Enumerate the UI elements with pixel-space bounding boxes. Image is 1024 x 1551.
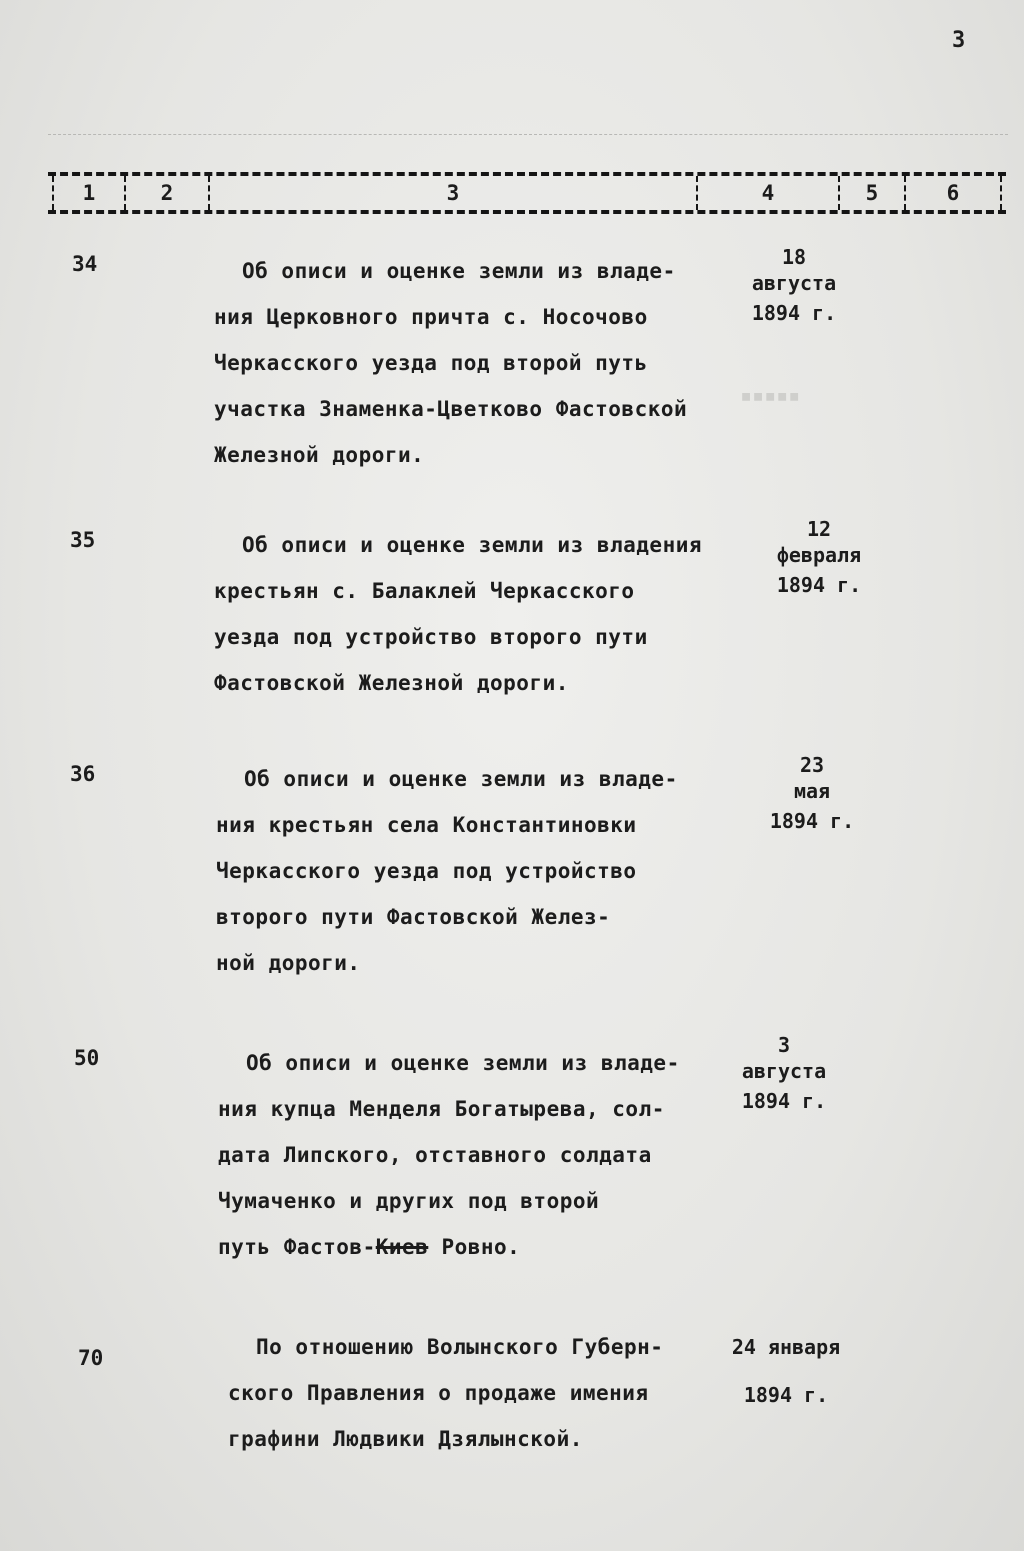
line-part: Ровно.	[428, 1235, 521, 1259]
date-day: 18	[781, 245, 807, 269]
date-month: февраля	[776, 543, 862, 567]
column-header-4: 4	[696, 176, 838, 210]
page-number: 3	[952, 28, 966, 53]
entry-line: ния купца Менделя Богатырева, сол-	[218, 1097, 665, 1121]
entry-line: Об описи и оценке земли из владения	[242, 533, 703, 557]
entry-description	[214, 248, 687, 478]
faint-rule	[48, 134, 1008, 135]
column-header-6: 6	[904, 176, 1002, 210]
entry-number: 36	[70, 762, 96, 786]
date-year: 1894 г.	[743, 1383, 829, 1407]
entry-line: ния крестьян села Константиновки	[216, 813, 637, 837]
entry-line	[218, 1224, 680, 1270]
struck-word: Киев	[375, 1235, 429, 1259]
date-day: 3	[777, 1033, 791, 1057]
entry-line: дата Липского, отставного солдата	[218, 1143, 652, 1167]
entry-line: участка Знаменка-Цветково Фастовской	[214, 397, 688, 421]
entry-line: Чумаченко и других под второй	[218, 1189, 600, 1213]
bleed-through: ▪▪▪▪▪	[740, 383, 801, 407]
date-year: 1894 г.	[769, 809, 855, 833]
date-month: августа	[751, 271, 837, 295]
date-year: 1894 г.	[776, 573, 862, 597]
entry-date	[714, 1032, 854, 1114]
date-month: мая	[793, 779, 831, 803]
entry-description	[228, 1324, 663, 1462]
entry-line: Фастовской Железной дороги.	[214, 671, 569, 695]
column-header-row	[48, 172, 1006, 214]
entry-line: Черкасского уезда под второй путь	[214, 351, 648, 375]
date-month: августа	[741, 1059, 827, 1083]
date-day: 23	[799, 753, 825, 777]
line-part: путь Фастов-	[218, 1235, 376, 1259]
entry-number: 50	[74, 1046, 100, 1070]
entry-description	[214, 522, 702, 706]
entry-line: Черкасского уезда под устройство	[216, 859, 637, 883]
entry-line: уезда под устройство второго пути	[214, 625, 648, 649]
entry-line: Об описи и оценке земли из владе-	[244, 767, 678, 791]
entry-date	[724, 244, 864, 326]
entry-date	[754, 516, 884, 598]
column-header-3: 3	[208, 176, 696, 210]
entry-line: графини Людвики Дзялынской.	[228, 1427, 583, 1451]
entry-line: Железной дороги.	[214, 443, 425, 467]
entry-number: 35	[70, 528, 96, 552]
column-header-5: 5	[838, 176, 904, 210]
column-header-1: 1	[52, 176, 124, 210]
entry-line: крестьян с. Балаклей Черкасского	[214, 579, 635, 603]
entry-line: ского Правления о продаже имения	[228, 1381, 649, 1405]
entry-line: второго пути Фастовской Желез-	[216, 905, 611, 929]
entry-number: 70	[78, 1346, 104, 1370]
date-year: 1894 г.	[751, 301, 837, 325]
date-day: 12	[806, 517, 832, 541]
entry-description	[216, 756, 678, 986]
entry-line: ной дороги.	[216, 951, 361, 975]
entry-date	[742, 752, 882, 834]
entry-description	[218, 1040, 680, 1270]
entry-line: Об описи и оценке земли из владе-	[242, 259, 676, 283]
date-year: 1894 г.	[741, 1089, 827, 1113]
entry-number: 34	[72, 252, 98, 276]
entry-line: По отношению Волынского Губерн-	[256, 1335, 664, 1359]
entry-line: ния Церковного причта с. Носочово	[214, 305, 648, 329]
entry-line: Об описи и оценке земли из владе-	[246, 1051, 680, 1075]
date-full: 24 января	[731, 1335, 841, 1359]
column-header-2: 2	[124, 176, 208, 210]
entry-date	[706, 1334, 866, 1408]
